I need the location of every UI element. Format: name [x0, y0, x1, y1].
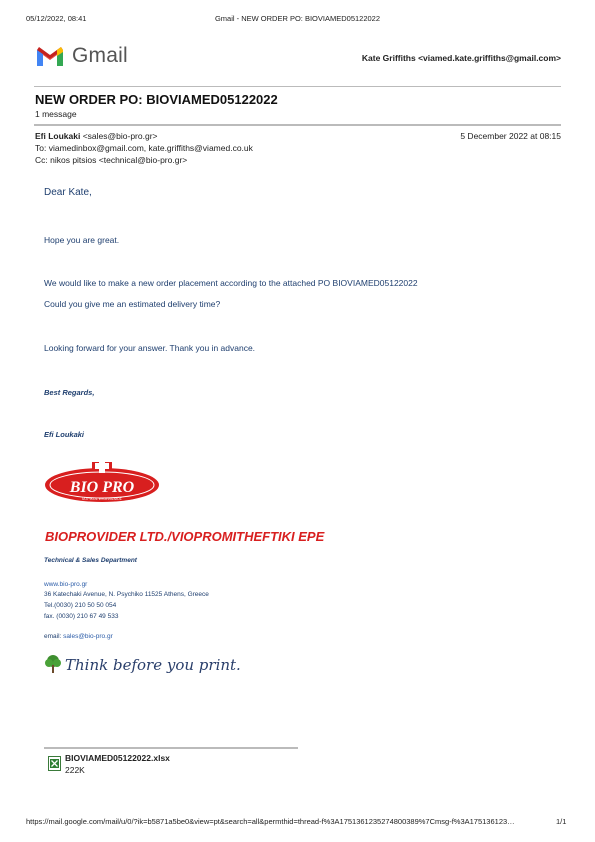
company-address: 36 Katechaki Avenue, N. Psychiko 11525 Athens, Greece: [44, 591, 209, 598]
message-date: 5 December 2022 at 08:15: [460, 131, 561, 141]
email-link[interactable]: sales@bio-pro.gr: [63, 633, 113, 640]
signer-name: Efi Loukaki: [44, 430, 85, 439]
thread-subject: NEW ORDER PO: BIOVIAMED05122022: [35, 92, 278, 107]
body-line-closing: Looking forward for your answer. Thank you in advance.: [44, 343, 256, 353]
subject-divider: [34, 124, 561, 126]
sender-email: <sales@bio-pro.gr>: [82, 131, 158, 141]
greeting: Dear Kate,: [44, 187, 92, 198]
tree-icon: [44, 654, 62, 674]
body-line-order: We would like to make a new order placement according to the attached PO BIOVIAMED05122022: [44, 278, 418, 288]
email-label: email:: [44, 633, 62, 640]
company-name: BIOPROVIDER LTD./VIOPROMITHEFTIKI EPE: [45, 529, 325, 544]
attachment-filename[interactable]: BIOVIAMED05122022.xlsx: [65, 753, 170, 763]
sender-name: Efi Loukaki: [35, 131, 81, 141]
company-tel: Tel.(0030) 210 50 50 054: [44, 602, 117, 609]
regards: Best Regards,: [44, 388, 95, 397]
body-line-hope: Hope you are great.: [44, 235, 120, 245]
bio-pro-logo: [44, 460, 162, 504]
gmail-logo-icon: [35, 44, 65, 68]
logo-text: BIO PRO: [69, 479, 135, 496]
footer-page: 1/1: [556, 817, 567, 826]
print-title: Gmail - NEW ORDER PO: BIOVIAMED05122022: [214, 14, 381, 23]
department: Technical & Sales Department: [44, 557, 137, 564]
to-line: To: viamedinbox@gmail.com, kate.griffiths@viamed.co.uk: [35, 143, 253, 153]
sender-line: [35, 131, 158, 141]
company-fax: fax. (0030) 210 67 49 533: [44, 613, 119, 620]
logo-subtext: ΙΑΤΡΙΚΟΣ ΕΞΟΠΛΙΣΜΟΣ: [82, 497, 122, 501]
gmail-wordmark: Gmail: [72, 44, 128, 67]
body-line-delivery: Could you give me an estimated delivery time?: [44, 299, 221, 309]
cc-line: Cc: nikos pitsios <technical@bio-pro.gr>: [35, 155, 188, 165]
footer-url: https://mail.google.com/mail/u/0/?ik=b5871a5be0&view=pt&search=all&permthid=thread-f%3A1751361235274800389%7Cmsg-f%3A175136123…: [26, 817, 515, 826]
email-line: [44, 633, 113, 640]
header-divider: [34, 86, 561, 87]
attachment-divider: [44, 747, 298, 749]
message-count: 1 message: [35, 109, 77, 119]
website-link[interactable]: www.bio-pro.gr: [44, 581, 88, 588]
attachment-size: 222K: [65, 765, 85, 775]
print-datetime: 05/12/2022, 08:41: [26, 14, 87, 23]
excel-file-icon: [48, 756, 61, 771]
tagline: Think before you print.: [65, 656, 241, 674]
account-label: Kate Griffiths <viamed.kate.griffiths@gmail.com>: [361, 53, 561, 63]
